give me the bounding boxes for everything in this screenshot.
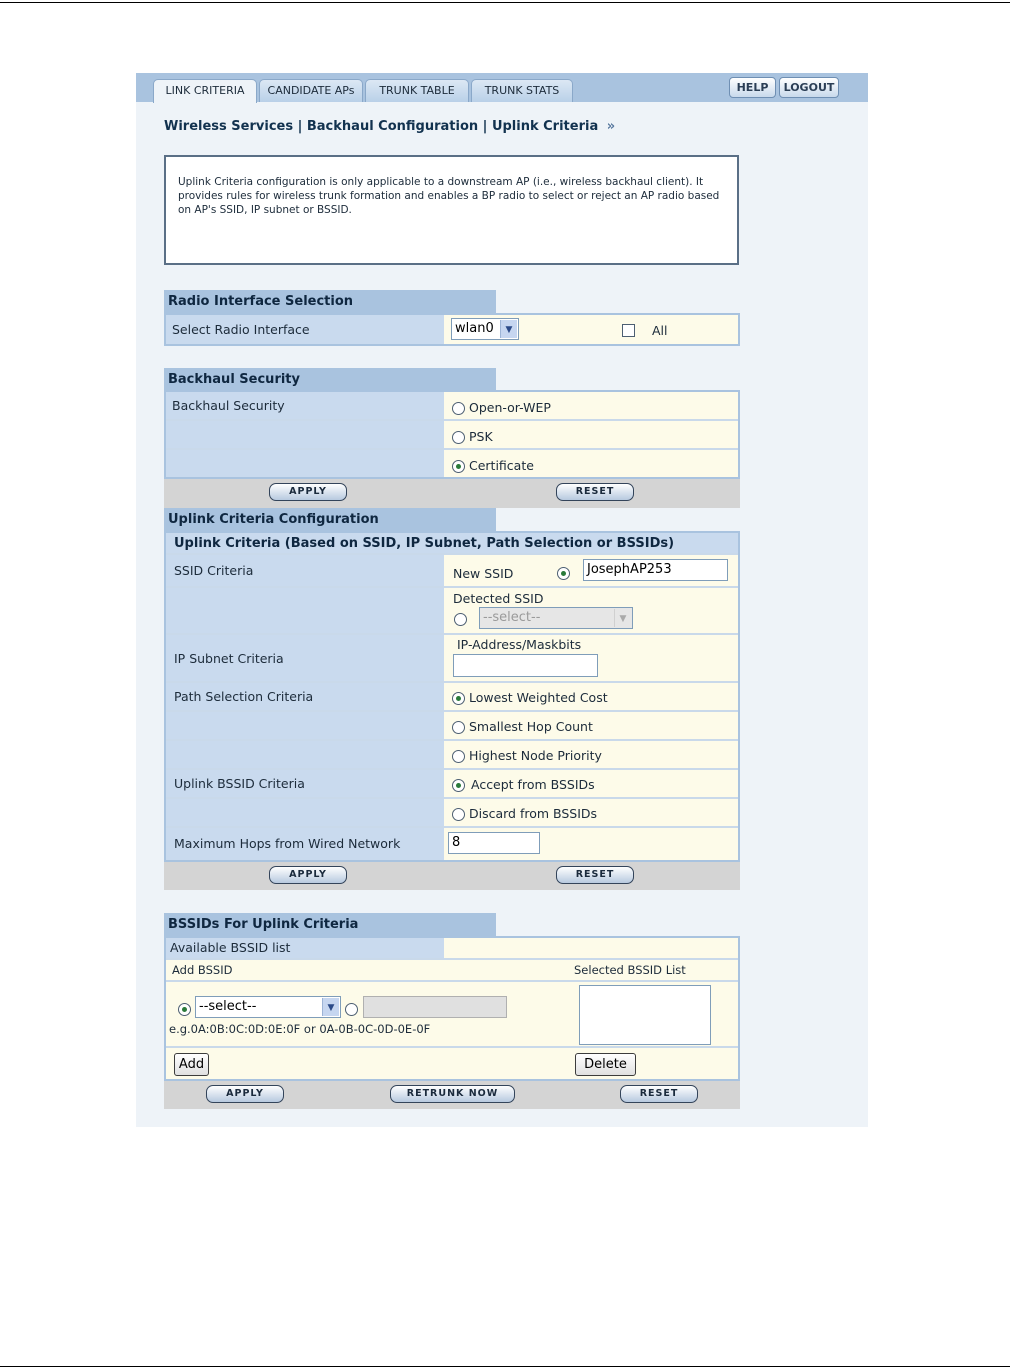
- add-button[interactable]: Add: [174, 1053, 209, 1076]
- detected-ssid-select[interactable]: [479, 607, 633, 629]
- detected-ssid-value: [446, 588, 738, 633]
- uplink-criteria-button-bar: [164, 862, 740, 890]
- backhaul-security-header: Backhaul Security: [164, 368, 496, 391]
- discard-bssids-option[interactable]: [446, 799, 738, 826]
- help-button[interactable]: HELP: [729, 77, 776, 98]
- radio-interface-select-value: wlan0: [455, 321, 494, 336]
- detected-ssid-radio[interactable]: [454, 613, 467, 626]
- backhaul-security-row: [166, 421, 738, 450]
- max-hops-row: [166, 828, 738, 860]
- path-selection-label: Path Selection Criteria: [166, 683, 444, 710]
- path-selection-row: [166, 741, 738, 770]
- all-label: All: [652, 323, 668, 338]
- backhaul-security-label: Backhaul Security: [166, 392, 444, 419]
- open-or-wep-radio[interactable]: [452, 402, 465, 415]
- uplink-criteria-table: [164, 531, 740, 862]
- page-top-rule: [0, 2, 1010, 3]
- radio-interface-header: Radio Interface Selection: [164, 290, 496, 313]
- add-bssid-row: [166, 982, 738, 1048]
- lowest-weighted-cost-radio[interactable]: [452, 692, 465, 705]
- accept-bssids-radio[interactable]: [452, 779, 465, 792]
- description-box: [164, 155, 739, 265]
- bssid-select-radio[interactable]: [178, 1003, 191, 1016]
- selected-bssid-list-label: Selected BSSID List: [574, 963, 686, 977]
- all-checkbox[interactable]: [622, 324, 635, 337]
- bssid-select[interactable]: [195, 996, 341, 1018]
- bssids-button-bar: [164, 1081, 740, 1109]
- ssid-criteria-value: [446, 555, 738, 586]
- tab-candidate-aps[interactable]: CANDIDATE APs: [259, 79, 363, 102]
- discard-bssids-label: Discard from BSSIDs: [468, 806, 598, 821]
- ip-mask-input[interactable]: [453, 654, 598, 677]
- available-bssid-value: [446, 938, 738, 958]
- detected-ssid-select-value: --select--: [483, 610, 541, 625]
- delete-button[interactable]: Delete: [575, 1053, 636, 1076]
- empty-label-cell: [166, 450, 444, 477]
- radio-interface-value: [446, 315, 738, 344]
- ip-subnet-label: IP Subnet Criteria: [166, 635, 444, 681]
- accept-bssids-option[interactable]: [446, 770, 738, 797]
- highest-node-priority-radio[interactable]: [452, 750, 465, 763]
- highest-node-priority-option[interactable]: [446, 741, 738, 768]
- backhaul-security-button-bar: [164, 479, 740, 508]
- selected-bssid-list[interactable]: [579, 985, 711, 1045]
- tab-link-criteria[interactable]: LINK CRITERIA: [153, 79, 257, 103]
- add-bssid-header-row: [166, 960, 738, 982]
- empty-label-cell: [166, 741, 444, 768]
- radio-interface-table: [164, 313, 740, 346]
- available-bssid-label: Available BSSID list: [166, 938, 444, 958]
- empty-label-cell: [166, 712, 444, 739]
- path-selection-row: [166, 683, 738, 712]
- description-text: Uplink Criteria configuration is only applicable to a downstream AP (i.e., wireless backhaul client). It provides rules for wireless trunk formation and enables a BP radio to select or reject an AP radio based on AP's SSID, IP subnet or BSSID.: [178, 176, 720, 216]
- bssid-select-value: --select--: [199, 999, 257, 1014]
- highest-node-priority-label: Highest Node Priority: [468, 748, 602, 763]
- retrunk-now-button[interactable]: RETRUNK NOW: [390, 1085, 515, 1103]
- smallest-hop-count-option[interactable]: [446, 712, 738, 739]
- lowest-weighted-cost-label: Lowest Weighted Cost: [468, 690, 608, 705]
- uplink-bssid-label: Uplink BSSID Criteria: [166, 770, 444, 797]
- backhaul-security-row: [166, 450, 738, 477]
- certificate-radio[interactable]: [452, 460, 465, 473]
- uplink-bssid-row: [166, 770, 738, 799]
- chevron-down-icon: ▼: [500, 320, 517, 338]
- detected-ssid-label: Detected SSID: [453, 591, 544, 606]
- ssid-criteria-label: SSID Criteria: [166, 555, 444, 586]
- certificate-label: Certificate: [468, 458, 534, 473]
- bssids-header: BSSIDs For Uplink Criteria: [164, 913, 496, 936]
- select-radio-interface-label: Select Radio Interface: [166, 315, 444, 344]
- max-hops-value: [446, 828, 738, 860]
- certificate-option[interactable]: [446, 450, 738, 477]
- ssid-criteria-row: [166, 555, 738, 588]
- breadcrumb-arrow-icon: »: [606, 119, 616, 134]
- uplink-criteria-table-title: Uplink Criteria (Based on SSID, IP Subnet, Path Selection or BSSIDs): [166, 533, 738, 555]
- psk-label: PSK: [468, 429, 493, 444]
- radio-interface-select[interactable]: [451, 318, 519, 340]
- uplink-criteria-header: Uplink Criteria Configuration: [164, 508, 496, 531]
- lowest-weighted-cost-option[interactable]: [446, 683, 738, 710]
- backhaul-security-row: [166, 392, 738, 421]
- max-hops-input[interactable]: 8: [448, 832, 540, 854]
- backhaul-reset-button[interactable]: RESET: [556, 483, 634, 501]
- discard-bssids-radio[interactable]: [452, 808, 465, 821]
- available-bssid-row: [166, 938, 738, 960]
- radio-interface-row: [166, 315, 738, 344]
- new-ssid-radio[interactable]: [557, 567, 570, 580]
- backhaul-apply-button[interactable]: APPLY: [269, 483, 347, 501]
- add-bssid-label: Add BSSID: [172, 963, 233, 977]
- ip-subnet-row: [166, 635, 738, 683]
- psk-option[interactable]: [446, 421, 738, 448]
- smallest-hop-count-radio[interactable]: [452, 721, 465, 734]
- logout-button[interactable]: LOGOUT: [779, 77, 839, 98]
- empty-label-cell: [166, 421, 444, 448]
- config-panel: [136, 73, 868, 1127]
- uplink-reset-button[interactable]: RESET: [556, 866, 634, 884]
- path-selection-row: [166, 712, 738, 741]
- accept-bssids-label: Accept from BSSIDs: [470, 777, 595, 792]
- open-or-wep-option[interactable]: [446, 392, 738, 419]
- tab-bar: [136, 73, 868, 102]
- ip-mask-label: IP-Address/Maskbits: [457, 637, 582, 652]
- uplink-apply-button[interactable]: APPLY: [269, 866, 347, 884]
- chevron-down-icon: ▼: [322, 998, 339, 1016]
- empty-label-cell: [166, 588, 444, 633]
- detected-ssid-row: [166, 588, 738, 635]
- tab-trunk-stats[interactable]: TRUNK STATS: [471, 79, 573, 102]
- psk-radio[interactable]: [452, 431, 465, 444]
- bssid-manual-radio[interactable]: [345, 1003, 358, 1016]
- new-ssid-label: New SSID: [453, 566, 514, 581]
- tab-trunk-table[interactable]: TRUNK TABLE: [365, 79, 469, 102]
- new-ssid-input[interactable]: JosephAP253: [583, 559, 728, 581]
- max-hops-label: Maximum Hops from Wired Network: [166, 828, 444, 860]
- bssid-manual-input[interactable]: [363, 996, 507, 1018]
- breadcrumb-text: Wireless Services | Backhaul Configuration | Uplink Criteria: [164, 119, 599, 134]
- bssid-actions-row: [166, 1048, 738, 1079]
- bssid-format-example: e.g.0A:0B:0C:0D:0E:0F or 0A-0B-0C-0D-0E-0F: [169, 1022, 431, 1036]
- breadcrumb: [164, 119, 615, 134]
- bssids-reset-button[interactable]: RESET: [620, 1085, 698, 1103]
- backhaul-security-table: [164, 390, 740, 479]
- bssids-apply-button[interactable]: APPLY: [206, 1085, 284, 1103]
- bssids-table: [164, 936, 740, 1081]
- open-or-wep-label: Open-or-WEP: [468, 400, 551, 415]
- smallest-hop-count-label: Smallest Hop Count: [468, 719, 593, 734]
- ip-subnet-value: [446, 635, 738, 681]
- chevron-down-icon: ▼: [614, 609, 631, 627]
- empty-label-cell: [166, 799, 444, 826]
- page-bottom-rule: [0, 1366, 1010, 1367]
- uplink-bssid-row: [166, 799, 738, 828]
